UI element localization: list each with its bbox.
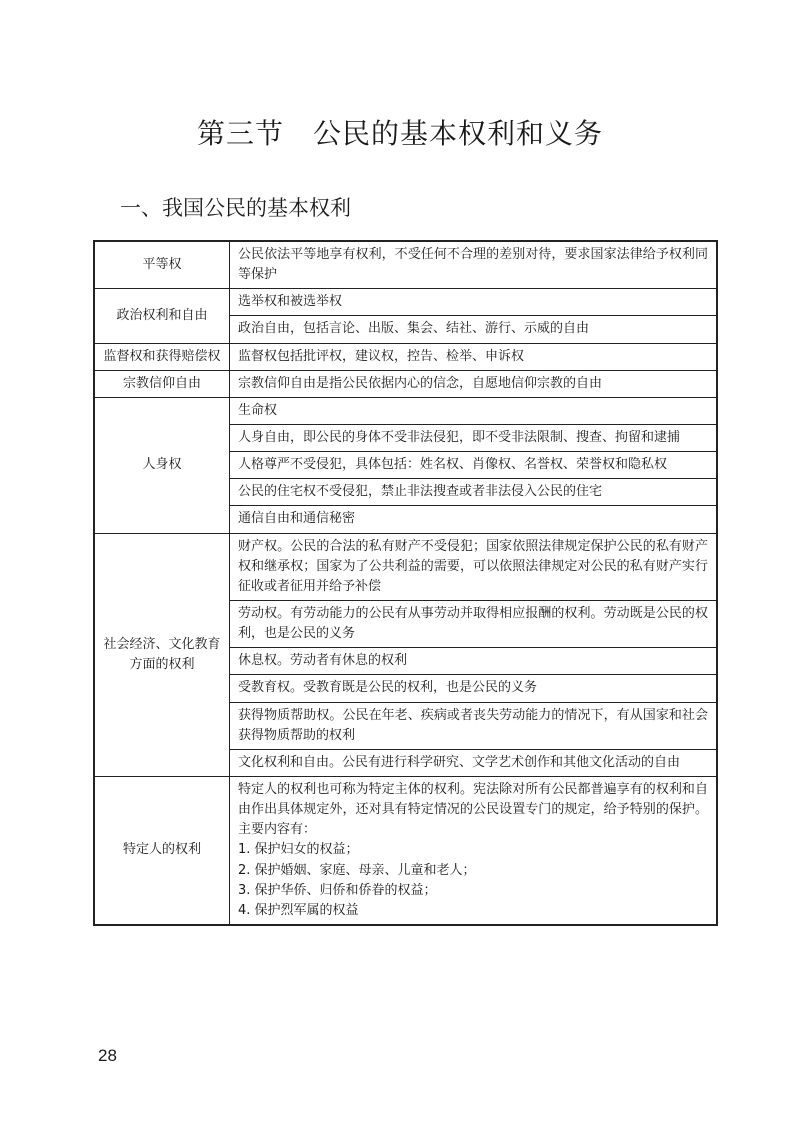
right-description: 人身自由，即公民的身体不受非法侵犯，即不受非法限制、搜查、拘留和逮捕 bbox=[230, 424, 718, 451]
right-category: 宗教信仰自由 bbox=[94, 370, 230, 397]
right-description: 公民依法平等地享有权利，不受任何不合理的差别对待，要求国家法律给予权利同等保护 bbox=[230, 241, 718, 289]
right-category: 人身权 bbox=[94, 397, 230, 533]
table-row bbox=[94, 397, 717, 424]
right-category: 社会经济、文化教育方面的权利 bbox=[94, 533, 230, 776]
table-row bbox=[94, 533, 717, 600]
right-description: 人格尊严不受侵犯，具体包括：姓名权、肖像权、名誉权、荣誉权和隐私权 bbox=[230, 452, 718, 479]
section-heading: 一、我国公民的基本权利 bbox=[120, 196, 351, 220]
right-description: 宗教信仰自由是指公民依据内心的信念，自愿地信仰宗教的自由 bbox=[230, 370, 718, 397]
right-description: 休息权。劳动者有休息的权利 bbox=[230, 648, 718, 675]
right-description: 生命权 bbox=[230, 397, 718, 424]
right-description: 选举权和被选举权 bbox=[230, 289, 718, 316]
right-description: 受教育权。受教育既是公民的权利，也是公民的义务 bbox=[230, 675, 718, 702]
right-description: 通信自由和通信秘密 bbox=[230, 506, 718, 533]
page-number: 28 bbox=[98, 1046, 117, 1065]
right-category: 监督权和获得赔偿权 bbox=[94, 343, 230, 370]
right-category: 特定人的权利 bbox=[94, 776, 230, 924]
right-description: 政治自由，包括言论、出版、集会、结社、游行、示威的自由 bbox=[230, 316, 718, 343]
table-row bbox=[94, 776, 717, 924]
table-row bbox=[94, 370, 717, 397]
rights-table bbox=[93, 240, 718, 926]
right-description: 财产权。公民的合法的私有财产不受侵犯；国家依照法律规定保护公民的私有财产权和继承权；国家为了公共利益的需要，可以依照法律规定对公民的私有财产实行征收或者征用并给予补偿 bbox=[230, 533, 718, 600]
right-category: 平等权 bbox=[94, 241, 230, 289]
page-title: 第三节 公民的基本权利和义务 bbox=[196, 117, 603, 150]
right-description: 特定人的权利也可称为特定主体的权利。宪法除对所有公民都普遍享有的权利和自由作出具体规定外，还对具有特定情况的公民设置专门的规定，给予特别的保护。主要内容有： 1. 保护妇女的权益； 2. 保护婚姻、家庭、母亲、儿童和老人； 3. 保护华侨、归侨和侨眷的权益； 4. 保护烈军属的权益 bbox=[230, 776, 718, 924]
table-row bbox=[94, 241, 717, 289]
table-row bbox=[94, 343, 717, 370]
table-row bbox=[94, 289, 717, 316]
right-description: 文化权利和自由。公民有进行科学研究、文学艺术创作和其他文化活动的自由 bbox=[230, 749, 718, 776]
right-category: 政治权利和自由 bbox=[94, 289, 230, 343]
right-description: 监督权包括批评权，建议权，控告、检举、申诉权 bbox=[230, 343, 718, 370]
right-description: 公民的住宅权不受侵犯，禁止非法搜查或者非法侵入公民的住宅 bbox=[230, 479, 718, 506]
right-description: 劳动权。有劳动能力的公民有从事劳动并取得相应报酬的权利。劳动既是公民的权利，也是公民的义务 bbox=[230, 600, 718, 647]
rights-table-body bbox=[94, 241, 717, 925]
right-description: 获得物质帮助权。公民在年老、疾病或者丧失劳动能力的情况下，有从国家和社会获得物质帮助的权利 bbox=[230, 702, 718, 749]
